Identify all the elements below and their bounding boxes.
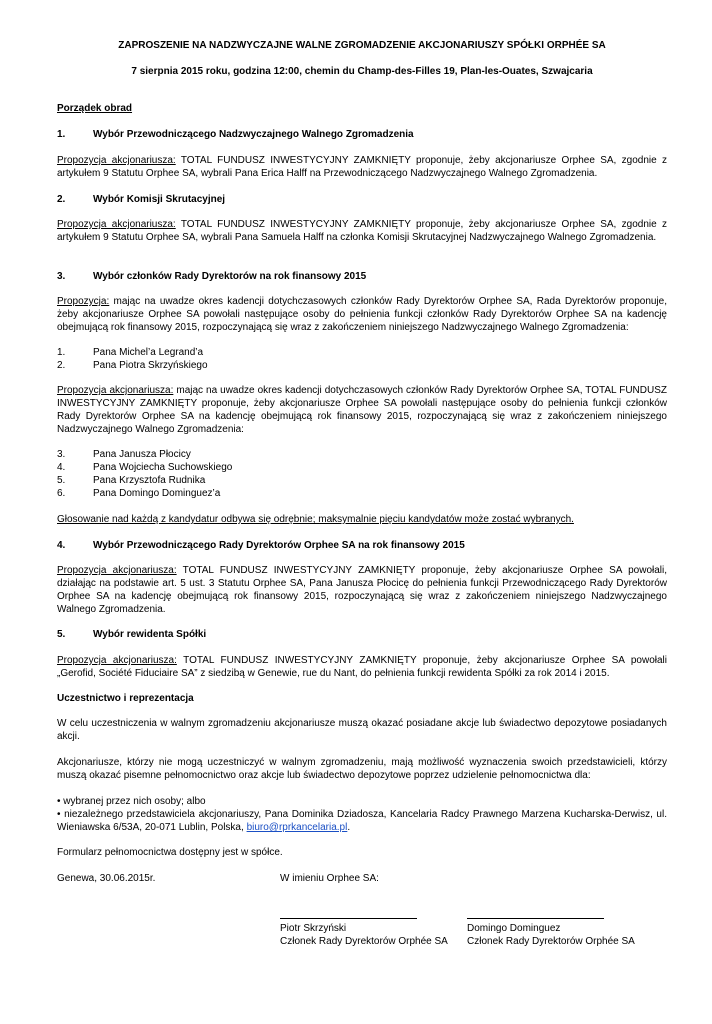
section-number: 3. bbox=[57, 271, 66, 282]
list-item bbox=[57, 448, 191, 461]
section-1-text bbox=[57, 154, 667, 180]
bullet-end: . bbox=[347, 822, 351, 833]
document-title: ZAPROSZENIE NA NADZWYCZAJNE WALNE ZGROMADZENIE AKCJONARIUSZY SPÓŁKI ORPHÉE SA bbox=[118, 40, 606, 51]
section-3-text-b bbox=[57, 384, 667, 436]
bullet-item bbox=[57, 808, 667, 834]
section-number: 2. bbox=[57, 194, 66, 205]
section-title: Wybór Przewodniczącego Nadzwyczajnego Walnego Zgromadzenia bbox=[93, 129, 414, 140]
section-title: Wybór Komisji Skrutacyjnej bbox=[93, 194, 226, 205]
section-number: 1. bbox=[57, 129, 66, 140]
list-item bbox=[57, 487, 220, 500]
list-item bbox=[57, 461, 232, 474]
voting-note: Głosowanie nad każdą z kandydatur odbywa się odrębnie; maksymalnie pięciu kandydatów może zostać wybranych. bbox=[57, 514, 574, 525]
bullet-text: • niezależnego przedstawiciela akcjonariuszy, Pana Dominika Dziadosza, Kancelaria Radcy Prawnego Marzena Kucharska-Derwisz, ul. Wieniawska 6/53A, 20-071 Lublin, Polska, bbox=[57, 809, 667, 833]
list-number: 3. bbox=[57, 449, 66, 460]
proposal-text: TOTAL FUNDUSZ INWESTYCYJNY ZAMKNIĘTY proponuje, żeby akcjonariusze Orphee SA, zgodnie z artykułem 9 Statutu Orphee SA, wybrali Pana Erica Halff na Przewodniczącego Nadzwyczajnego Walnego Zgromadzenia. bbox=[57, 155, 667, 179]
list-item bbox=[57, 359, 208, 372]
section-5-text bbox=[57, 654, 667, 680]
list-number: 4. bbox=[57, 462, 66, 473]
on-behalf-label: W imieniu Orphee SA: bbox=[280, 873, 379, 884]
section-3-text-a bbox=[57, 295, 667, 334]
participation-paragraph-1: W celu uczestniczenia w walnym zgromadzeniu akcjonariusze muszą okazać posiadane akcje lub świadectwo depozytowe posiadanych akcji. bbox=[57, 718, 667, 742]
proposal-label: Propozycja akcjonariusza: bbox=[57, 219, 176, 230]
proposal-text: TOTAL FUNDUSZ INWESTYCYJNY ZAMKNIĘTY proponuje, żeby akcjonariusze Orphee SA, zgodnie z artykułem 9 Statutu Orphee SA, wybrali Pana Samuela Halff na członka Komisji Skrutacyjnej Nadzwyczajnego Walnego Zgromadzenia. bbox=[57, 219, 667, 243]
proposal-text: TOTAL FUNDUSZ INWESTYCYJNY ZAMKNIĘTY proponuje, żeby akcjonariusze Orphee SA powołali, działając na podstawie art. 5 ust. 3 Statutu Orphee SA, Pana Janusza Płocicę do pełnienia funkcji Przewodniczącego Rady Dyrektorów Orphee SA na kadencję obejmującą rok finansowy 2015, rozpoczynającą się wraz z zakończeniem niniejszego Nadzwyczajnego Walnego Zgromadzenia. bbox=[57, 565, 668, 615]
signature-line bbox=[467, 918, 604, 919]
candidate-name: Pana Wojciecha Suchowskiego bbox=[93, 462, 233, 473]
proposal-label: Propozycja akcjonariusza: bbox=[57, 155, 176, 166]
section-2-text bbox=[57, 218, 667, 244]
signer-1-name: Piotr Skrzyński bbox=[280, 923, 347, 934]
signature-line bbox=[280, 918, 417, 919]
section-title: Wybór Przewodniczącego Rady Dyrektorów Orphee SA na rok finansowy 2015 bbox=[93, 540, 465, 551]
candidate-name: Pana Janusza Płocicy bbox=[93, 449, 191, 460]
list-number: 6. bbox=[57, 488, 66, 499]
section-2-heading bbox=[57, 193, 225, 206]
proposal-text: TOTAL FUNDUSZ INWESTYCYJNY ZAMKNIĘTY proponuje, żeby akcjonariusze Orphee SA powołali „Gerofid, Société Fiduciaire SA” z siedzibą w Genewie, rue du Nant, do pełnienia funkcji rewidenta Spółki za rok 2014 i 2015. bbox=[57, 655, 667, 679]
list-number: 1. bbox=[57, 347, 66, 358]
form-availability-text: Formularz pełnomocnictwa dostępny jest w spółce. bbox=[57, 847, 283, 858]
candidate-name: Pana Michel’a Legrand’a bbox=[93, 347, 204, 358]
list-item bbox=[57, 346, 203, 359]
proposal-label: Propozycja akcjonariusza: bbox=[57, 385, 174, 396]
signer-1-role: Członek Rady Dyrektorów Orphée SA bbox=[280, 936, 448, 947]
section-3-heading bbox=[57, 270, 366, 283]
signer-2-name: Domingo Dominguez bbox=[467, 923, 561, 934]
agenda-heading: Porządek obrad bbox=[57, 103, 133, 114]
signer-2-role: Członek Rady Dyrektorów Orphée SA bbox=[467, 936, 635, 947]
email-link[interactable]: biuro@rprkancelaria.pl bbox=[246, 822, 348, 833]
participation-heading: Uczestnictwo i reprezentacja bbox=[57, 693, 194, 704]
document-subtitle: 7 sierpnia 2015 roku, godzina 12:00, chemin du Champ-des-Filles 19, Plan-les-Ouates, Szwajcaria bbox=[131, 66, 593, 77]
candidate-name: Pana Domingo Dominguez’a bbox=[93, 488, 221, 499]
candidate-name: Pana Krzysztofa Rudnika bbox=[93, 475, 206, 486]
section-4-text bbox=[57, 564, 667, 616]
candidate-name: Pana Piotra Skrzyńskiego bbox=[93, 360, 208, 371]
proposal-label: Propozycja akcjonariusza: bbox=[57, 565, 177, 576]
bullet-item: • wybranej przez nich osoby; albo bbox=[57, 796, 206, 807]
section-number: 4. bbox=[57, 540, 66, 551]
section-5-heading bbox=[57, 628, 206, 641]
proposal-label: Propozycja akcjonariusza: bbox=[57, 655, 177, 666]
participation-paragraph-2: Akcjonariusze, którzy nie mogą uczestniczyć w walnym zgromadzeniu, mają możliwość wyznaczenia swoich przedstawicieli, którzy muszą okazać pisemne pełnomocnictwo oraz akcje lub świadectwo depozytowe poprzez udzielenie pełnomocnictwa dla: bbox=[57, 757, 667, 781]
proposal-label: Propozycja: bbox=[57, 296, 110, 307]
list-item bbox=[57, 474, 205, 487]
place-date: Genewa, 30.06.2015r. bbox=[57, 873, 156, 884]
section-title: Wybór rewidenta Spółki bbox=[93, 629, 207, 640]
section-4-heading bbox=[57, 539, 465, 552]
section-1-heading bbox=[57, 128, 414, 141]
list-number: 2. bbox=[57, 360, 66, 371]
section-number: 5. bbox=[57, 629, 66, 640]
proposal-text: mając na uwadze okres kadencji dotychczasowych członków Rady Dyrektorów Orphee SA, Rada Dyrektorów proponuje, żeby akcjonariusze Orphee SA powołali następujące osoby do pełnienia funkcji członków Rady Dyrektorów Orphee SA na kadencję obejmującą rok finansowy 2015, rozpoczynającą się wraz z zakończeniem niniejszego Nadzwyczajnego Walnego Zgromadzenia: bbox=[57, 296, 667, 333]
list-number: 5. bbox=[57, 475, 66, 486]
section-title: Wybór członków Rady Dyrektorów na rok finansowy 2015 bbox=[93, 271, 367, 282]
proposal-text: mając na uwadze okres kadencji dotychczasowych członków Rady Dyrektorów Orphee SA, TOTAL FUNDUSZ INWESTYCYJNY ZAMKNIĘTY proponuje, żeby akcjonariusze Orphee SA powołali następujące osoby do pełnienia funkcji członków Rady Dyrektorów Orphee SA na kadencję obejmującą rok finansowy 2015, rozpoczynającą się wraz z zakończeniem niniejszego Nadzwyczajnego Walnego Zgromadzenia: bbox=[57, 385, 667, 435]
